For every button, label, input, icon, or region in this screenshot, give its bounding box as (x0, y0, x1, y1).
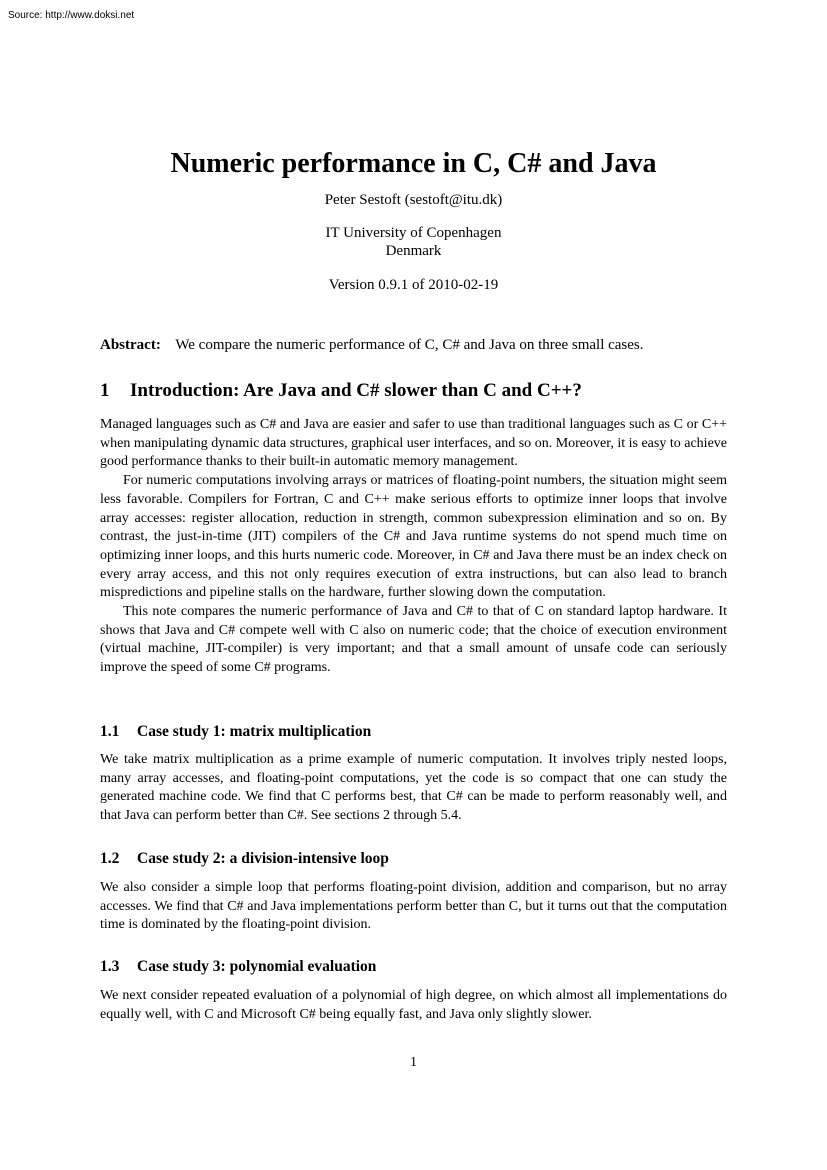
abstract (100, 335, 728, 355)
paragraph: We take matrix multiplication as a prime example of numeric computation. It involves triply nested loops, many array accesses, and floating-point computations, yet the code is so compact that one can study the generated machine code. We find that C performs best, that C# can be made to perform reasonably well, and that Java can perform better than C#. See sections 2 through 5.4. (100, 752, 727, 824)
source-line: Source: http://www.doksi.net (8, 10, 135, 21)
subsection-title: Case study 1: matrix multiplication (137, 723, 372, 740)
page-title: Numeric performance in C, C# and Java (170, 148, 657, 179)
subsection-1-3-heading (100, 956, 740, 978)
subsection-1-2-body (100, 879, 727, 935)
affiliation-country: Denmark (385, 243, 442, 259)
abstract-label: Abstract: (100, 337, 161, 353)
subsection-number: 1.1 (100, 723, 120, 740)
section-1-body (100, 416, 727, 678)
subsection-1-3-body (100, 987, 727, 1024)
subsection-title: Case study 3: polynomial evaluation (137, 958, 377, 975)
author-line: Peter Sestoft (sestoft@itu.dk) (324, 192, 503, 208)
version-line: Version 0.9.1 of 2010-02-19 (328, 277, 499, 293)
paragraph: For numeric computations involving arrays or matrices of floating-point numbers, the situation might seem less favorable. Compilers for Fortran, C and C++ make serious efforts to optimize inner loops that involve array accesses: register allocation, reduction in strength, common subexpression elimination and so on. By contrast, the just-in-time (JIT) compilers of the C# and Java runtime systems do not spend much time on optimizing inner loops, and this hurts numeric code. Moreover, in C# and Java there must be an index check on every array access, and this not only requires execution of extra instructions, but can also lead to branch mispredictions and pipeline stalls on the hardware, further slowing down the computation. (100, 473, 727, 601)
section-title: Introduction: Are Java and C# slower than C and C++? (130, 380, 582, 401)
subsection-title: Case study 2: a division-intensive loop (137, 850, 389, 867)
subsection-1-2-heading (100, 848, 740, 870)
abstract-text: We compare the numeric performance of C, C# and Java on three small cases. (175, 337, 644, 353)
section-number: 1 (100, 380, 110, 401)
paragraph: Managed languages such as C# and Java are easier and safer to use than traditional languages such as C or C++ when manipulating dynamic data structures, graphical user interfaces, and so on. Moreover, it is easy to achieve good performance thanks to their built-in automatic memory management. (100, 417, 727, 470)
paragraph: We also consider a simple loop that performs floating-point division, addition and comparison, but no array accesses. We find that C# and Java implementations perform better than C, but it turns out that the computation time is dominated by the floating-point division. (100, 880, 727, 933)
subsection-number: 1.3 (100, 958, 120, 975)
subsection-number: 1.2 (100, 850, 120, 867)
affiliation (0, 224, 827, 260)
subsection-1-1-body (100, 751, 727, 826)
affiliation-institution: IT University of Copenhagen (325, 225, 502, 241)
section-1-heading (100, 378, 740, 404)
paragraph: We next consider repeated evaluation of a polynomial of high degree, on which almost all implementations do equally well, with C and Microsoft C# being equally fast, and Java only slightly slower. (100, 988, 727, 1022)
subsection-1-1-heading (100, 721, 740, 743)
paragraph: This note compares the numeric performance of Java and C# to that of C on standard laptop hardware. It shows that Java and C# compete well with C also on numeric code; that the choice of execution environment (virtual machine, JIT-compiler) is very important; and that a small amount of unsafe code can seriously improve the speed of some C# programs. (100, 604, 727, 676)
page-number: 1 (410, 1055, 417, 1070)
